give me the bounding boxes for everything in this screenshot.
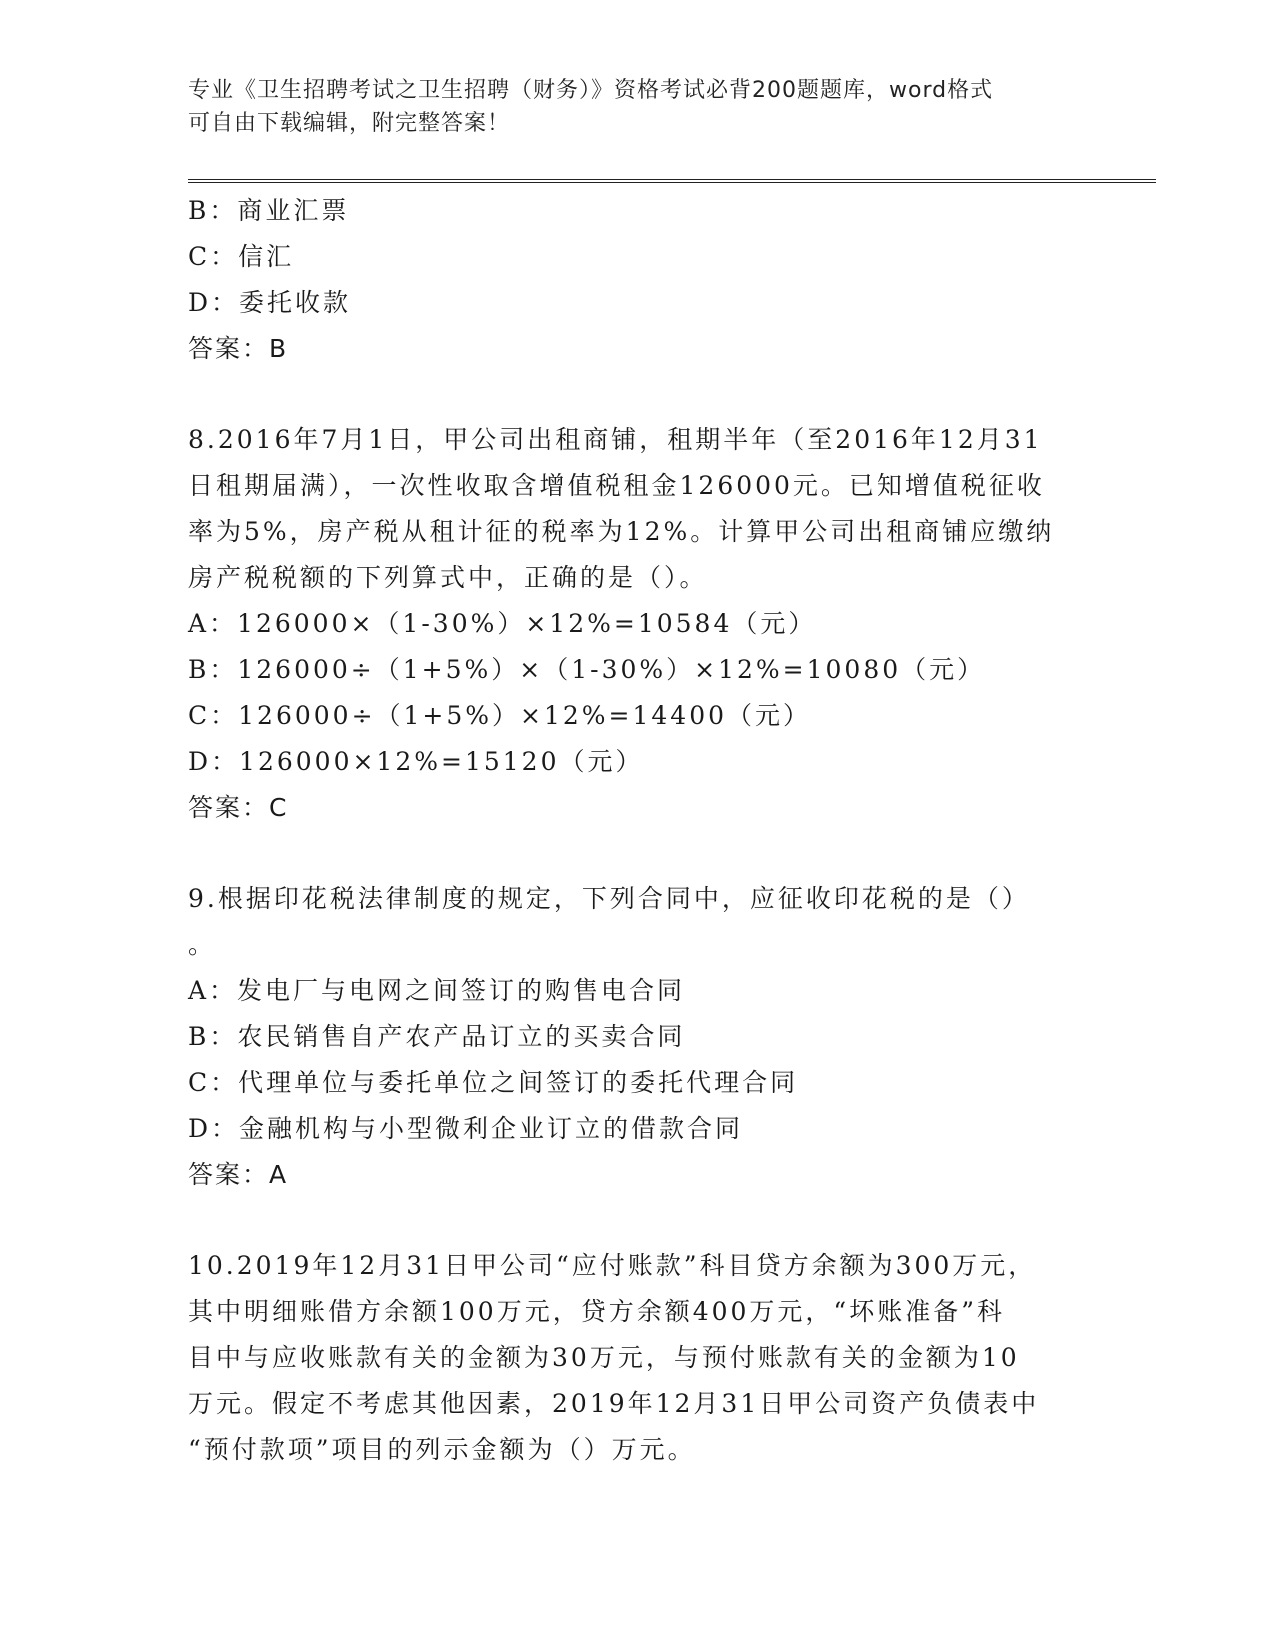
option-a: A：发电厂与电网之间签订的购售电合同 xyxy=(188,976,686,1005)
question-10 xyxy=(188,1243,1088,1473)
option-d: D：126000×12%=15120（元） xyxy=(188,747,644,776)
spacer xyxy=(188,1198,1088,1243)
question-stem-line: 9.根据印花税法律制度的规定，下列合同中，应征收印花税的是（） xyxy=(188,884,1030,913)
spacer xyxy=(188,372,1088,417)
question-8 xyxy=(188,417,1088,831)
question-stem-line: 8.2016年7月1日，甲公司出租商铺，租期半年（至2016年12月31 xyxy=(188,425,1043,454)
question-stem-line: 10.2019年12月31日甲公司“应付账款”科目贷方余额为300万元， xyxy=(188,1251,1037,1280)
header-title-line-2: 可自由下载编辑，附完整答案！ xyxy=(188,111,511,136)
option-a: A：126000×（1-30%）×12%=10584（元） xyxy=(188,609,817,638)
question-stem-line: 率为5%，房产税从租计征的税率为12%。计算甲公司出租商铺应缴纳 xyxy=(188,517,1055,546)
option-c: C：代理单位与委托单位之间签订的委托代理合同 xyxy=(188,1068,799,1097)
spacer xyxy=(188,831,1088,876)
question-stem-line: 万元。假定不考虑其他因素，2019年12月31日甲公司资产负债表中 xyxy=(188,1389,1040,1418)
answer: 答案：B xyxy=(188,334,289,363)
header-title-line-1: 专业《卫生招聘考试之卫生招聘（财务）》资格考试必背200题题库，word格式 xyxy=(188,78,994,103)
option-b: B：126000÷（1+5%）×（1-30%）×12%=10080（元） xyxy=(188,655,986,684)
option-d: D：委托收款 xyxy=(188,288,352,317)
question-stem-line: “预付款项”项目的列示金额为（）万元。 xyxy=(188,1435,696,1464)
option-c: C：信汇 xyxy=(188,242,295,271)
question-stem-line: 其中明细账借方余额100万元，贷方余额400万元，“坏账准备”科 xyxy=(188,1297,1005,1326)
question-stem-line: 。 xyxy=(188,930,217,959)
question-stem-line: 目中与应收账款有关的金额为30万元，与预付账款有关的金额为10 xyxy=(188,1343,1020,1372)
document-header xyxy=(188,74,1088,140)
option-b: B：农民销售自产农产品订立的买卖合同 xyxy=(188,1022,686,1051)
question-9 xyxy=(188,876,1088,1198)
option-c: C：126000÷（1+5%）×12%=14400（元） xyxy=(188,701,812,730)
header-divider xyxy=(188,179,1156,183)
question-stem-line: 日租期届满），一次性收取含增值税租金126000元。已知增值税征收 xyxy=(188,471,1045,500)
option-b: B：商业汇票 xyxy=(188,196,350,225)
option-d: D：金融机构与小型微利企业订立的借款合同 xyxy=(188,1114,744,1143)
document-body xyxy=(188,188,1088,1473)
answer: 答案：A xyxy=(188,1160,289,1189)
question-7-tail xyxy=(188,188,1088,372)
answer: 答案：C xyxy=(188,793,289,822)
question-stem-line: 房产税税额的下列算式中，正确的是（）。 xyxy=(188,563,708,592)
